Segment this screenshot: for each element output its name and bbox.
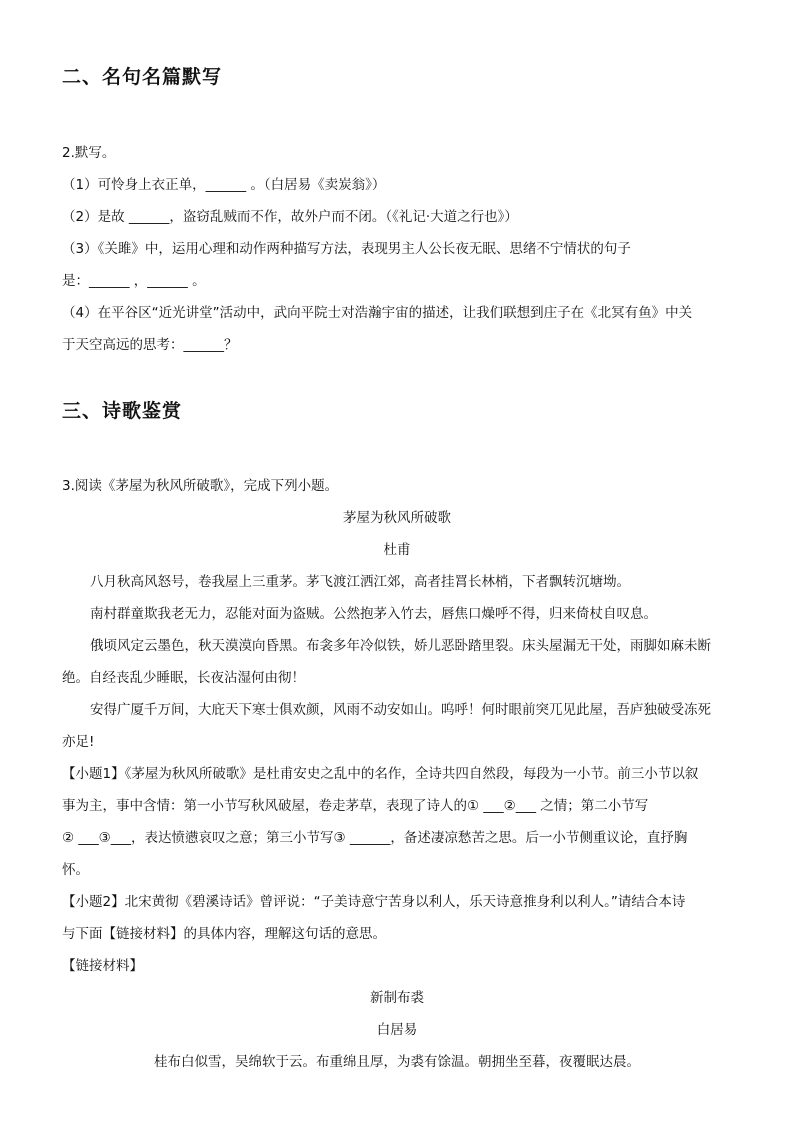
poem-author: 杜甫 <box>383 542 411 558</box>
poem-line: 安得广厦千万间，大庇天下寒士俱欢颜，风雨不动安如山。呜呼！何时眼前突兀见此屋，吾庐独破受冻死 <box>90 702 711 718</box>
poem-line: 南村群童欺我老无力，忍能对面为盗贼。公然抱茅入竹去，唇焦口燥呼不得，归来倚杖自叹息。 <box>90 606 657 622</box>
q2-item-4-cont: 于天空高远的思考：______？ <box>62 337 238 353</box>
q2-title: 2.默写。 <box>62 145 116 161</box>
sub2-line: 与下面【链接材料】的具体内容，理解这句话的意思。 <box>62 926 386 942</box>
q2-item-3-cont: 是：______ ，______ 。 <box>62 273 206 289</box>
poem2-line: 桂布白似雪，吴绵软于云。布重绵且厚，为裘有馀温。朝拥坐至暮，夜覆眠达晨。 <box>154 1054 640 1070</box>
poem-line: 八月秋高风怒号，卷我屋上三重茅。茅飞渡江洒江郊，高者挂罥长林梢，下者飘转沉塘坳。 <box>90 574 630 590</box>
section3-heading: 三、诗歌鉴赏 <box>62 400 183 422</box>
link-material-label: 【链接材料】 <box>62 958 143 974</box>
q2-item-2: （2）是故 ______，盗窃乱贼而不作，故外户而不闭。（《礼记·大道之行也》） <box>62 209 518 225</box>
poem-line: 亦足! <box>62 734 95 750</box>
sub1-line: 事为主，事中含情：第一小节写秋风破屋，卷走茅草，表现了诗人的① ___②___ 之情；第二小节写 <box>62 798 649 814</box>
poem2-author: 白居易 <box>376 1022 418 1038</box>
poem-title: 茅屋为秋风所破歌 <box>343 510 451 526</box>
sub1-line: 怀。 <box>62 862 89 878</box>
sub1-line: ② ___③___，表达愤懑哀叹之意；第三小节写③ ______，备述凄凉愁苦之思。后一小节侧重议论，直抒胸 <box>62 830 688 846</box>
poem-line: 绝。自经丧乱少睡眠，长夜沾湿何由彻！ <box>62 670 305 686</box>
q2-item-1: （1）可怜身上衣正单，______ 。（白居易《卖炭翁》） <box>62 177 386 193</box>
q2-item-3: （3）《关雎》中，运用心理和动作两种描写方法，表现男主人公长夜无眠、思绪不宁情状的句子 <box>62 241 631 257</box>
poem2-title: 新制布裘 <box>370 990 424 1006</box>
sub2-line: 【小题2】北宋黄彻《碧溪诗话》曾评说：“子美诗意宁苦身以利人，乐天诗意推身利以利人。”请结合本诗 <box>62 894 686 910</box>
poem-line: 俄顷风定云墨色，秋天漠漠向昏黑。布衾多年冷似铁，娇儿恶卧踏里裂。床头屋漏无干处，雨脚如麻未断 <box>90 638 711 654</box>
q3-title: 3.阅读《茅屋为秋风所破歌》，完成下列小题。 <box>62 478 339 494</box>
section2-heading: 二、名句名篇默写 <box>62 66 223 88</box>
q2-item-4: （4）在平谷区“近光讲堂”活动中，武向平院士对浩瀚宇宙的描述，让我们联想到庄子在《北冥有鱼》中关 <box>62 305 693 321</box>
sub1-line: 【小题1】《茅屋为秋风所破歌》是杜甫安史之乱中的名作，全诗共四自然段，每段为一小节。前三小节以叙 <box>62 766 699 782</box>
